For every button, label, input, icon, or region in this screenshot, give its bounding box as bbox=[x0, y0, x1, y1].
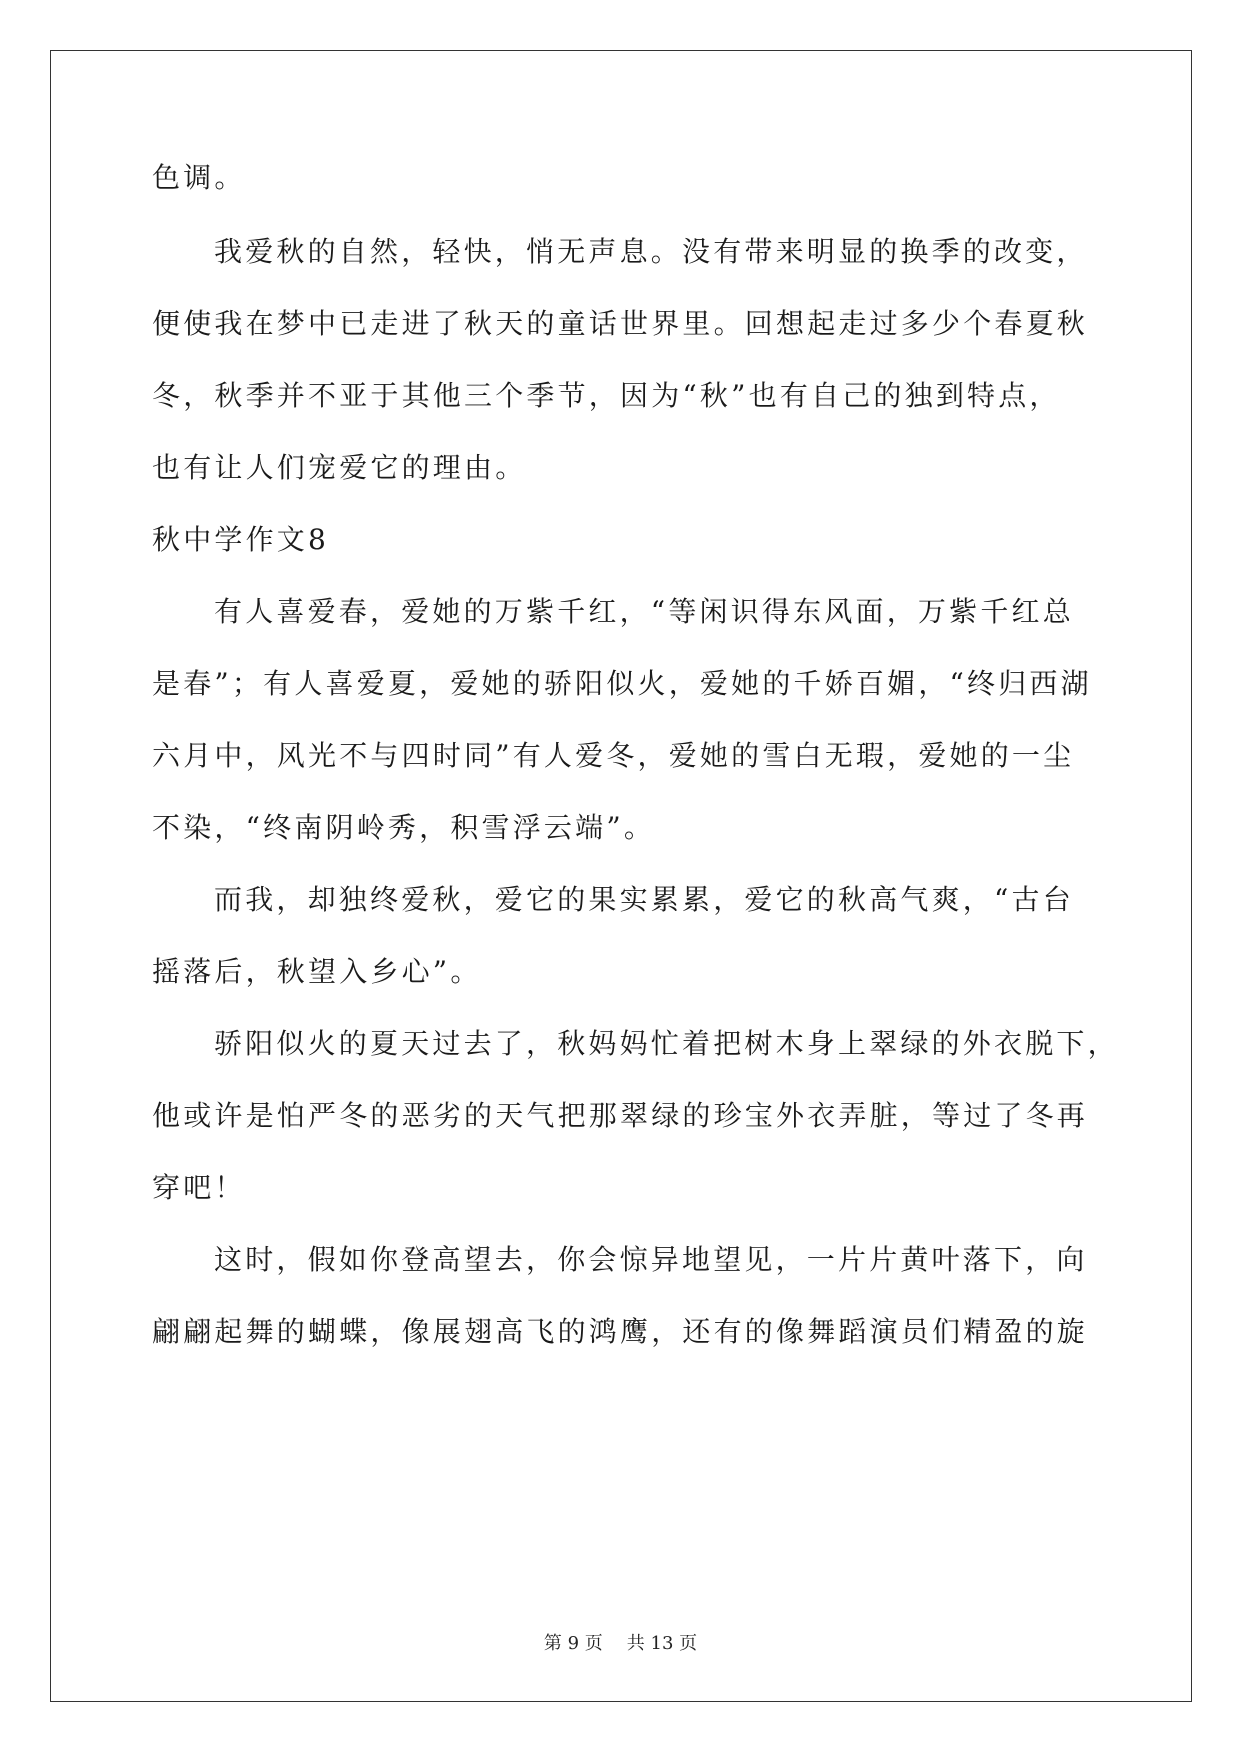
text-line: 色调。 bbox=[152, 161, 246, 194]
text-line: 便使我在梦中已走进了秋天的童话世界里。回想起走过多少个春夏秋 bbox=[152, 307, 1089, 340]
page-footer bbox=[0, 1632, 1241, 1656]
paragraph-line: 这时，假如你登高望去，你会惊异地望见，一片片黄叶落下，向 bbox=[214, 1243, 1088, 1276]
paragraph-line: 有人喜爱春，爱她的万紫千红，“等闲识得东风面，万紫千红总 bbox=[214, 595, 1074, 628]
text-line: 不染，“终南阴岭秀，积雪浮云端”。 bbox=[152, 811, 656, 844]
text-line: 他或许是怕严冬的恶劣的天气把那翠绿的珍宝外衣弄脏，等过了冬再 bbox=[152, 1099, 1089, 1132]
section-heading: 秋中学作文8 bbox=[152, 523, 330, 556]
page-number: 第 9 页 bbox=[543, 1633, 603, 1654]
paragraph-line: 骄阳似火的夏天过去了，秋妈妈忙着把树木身上翠绿的外衣脱下， bbox=[214, 1027, 1119, 1060]
text-line: 冬，秋季并不亚于其他三个季节，因为“秋”也有自己的独到特点， bbox=[152, 379, 1061, 412]
page-total: 共 13 页 bbox=[626, 1633, 698, 1654]
text-line: 翩翩起舞的蝴蝶，像展翅高飞的鸿鹰，还有的像舞蹈演员们精盈的旋 bbox=[152, 1315, 1089, 1348]
paragraph-line: 而我，却独终爱秋，爱它的果实累累，爱它的秋高气爽，“古台 bbox=[214, 883, 1074, 916]
page-border bbox=[50, 50, 1192, 1702]
text-line: 也有让人们宠爱它的理由。 bbox=[152, 451, 527, 484]
text-line: 穿吧！ bbox=[152, 1171, 246, 1204]
text-line: 六月中，风光不与四时同”有人爱冬，爱她的雪白无瑕，爱她的一尘 bbox=[152, 739, 1075, 772]
text-line: 摇落后，秋望入乡心”。 bbox=[152, 955, 482, 988]
paragraph-line: 我爱秋的自然，轻快，悄无声息。没有带来明显的换季的改变， bbox=[214, 235, 1088, 268]
text-line: 是春”；有人喜爱夏，爱她的骄阳似火，爱她的千娇百媚，“终归西湖 bbox=[152, 667, 1092, 700]
